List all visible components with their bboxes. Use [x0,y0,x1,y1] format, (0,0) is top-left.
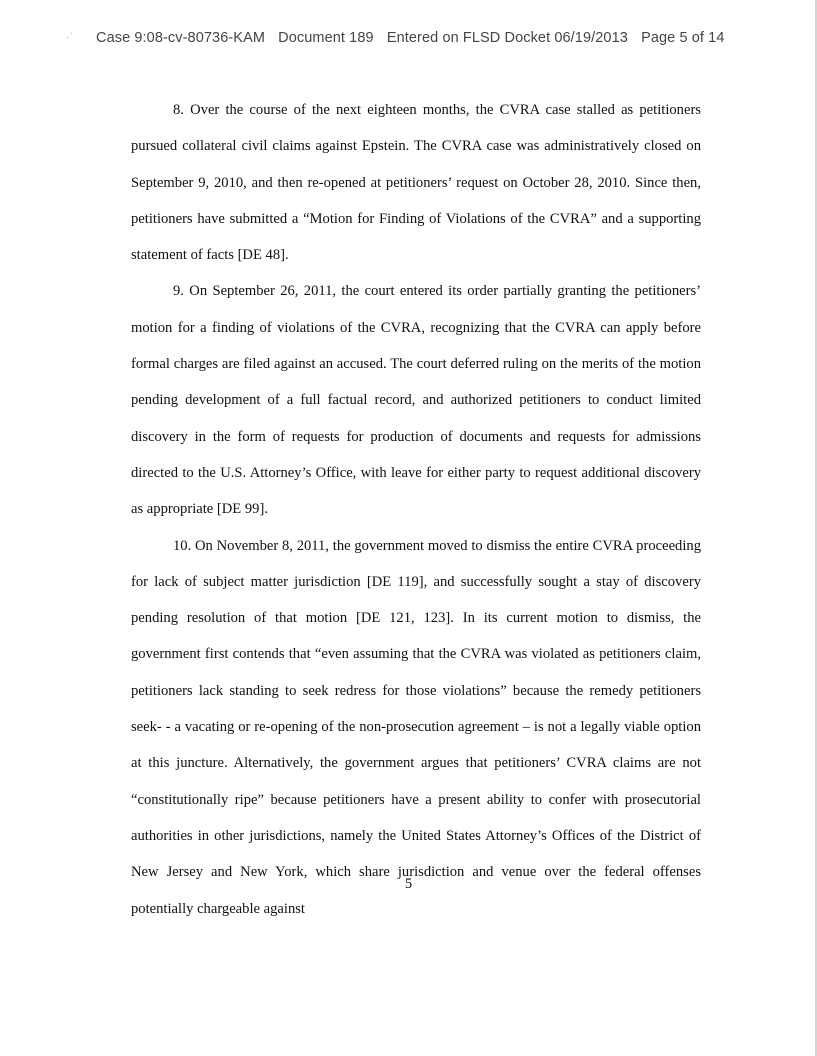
header-case-number: Case 9:08-cv-80736-KAM [96,30,266,46]
paragraph-10: 10. On November 8, 2011, the government moved to dismiss the entire CVRA proceeding for lack of subject matter jurisdiction [DE 119], and successfully sought a stay of discovery pending resolution of that motion [DE 121, 123]. In its current motion to dismiss, the government first contends that “even assuming that the CVRA was violated as petitioners claim, petitioners lack standing to seek redress for those violations” because the remedy petitioners seek- - a vacating or re-opening of the non-prosecution agreement – is not a legally viable option at this juncture. Alternatively, the government argues that petitioners’ CVRA claims are not “constitutionally ripe” because petitioners have a present ability to confer with prosecutorial authorities in other jurisdictions, namely the United States Attorney’s Offices of the District of New Jersey and New York, which share jurisdiction and venue over the federal offenses potentially chargeable against [131,537,701,917]
document-body [131,92,701,927]
paragraph-8: 8. Over the course of the next eighteen months, the CVRA case stalled as petitioners pursued collateral civil claims against Epstein. The CVRA case was administratively closed on September 9, 2010, and then re-opened at petitioners’ request on October 28, 2010. Since then, petitioners have submitted a “Motion for Finding of Violations of the CVRA” and a supporting statement of facts [DE 48]. [131,102,701,264]
docket-header [96,30,734,46]
page-number: 5 [404,876,413,892]
scan-mark: ·ʾ [66,32,73,43]
header-entered-date: Entered on FLSD Docket 06/19/2013 [386,30,628,46]
paragraph-9: 9. On September 26, 2011, the court entered its order partially granting the petitioners’ motion for a finding of violations of the CVRA, recognizing that the CVRA can apply before formal charges are filed against an accused. The court deferred ruling on the merits of the motion pending development of a full factual record, and authorized petitioners to conduct limited discovery in the form of requests for production of documents and requests for admissions directed to the U.S. Attorney’s Office, with leave for either party to request additional discovery as appropriate [DE 99]. [131,283,701,518]
header-document-number: Document 189 [278,30,374,46]
header-page-count: Page 5 of 14 [641,30,725,46]
